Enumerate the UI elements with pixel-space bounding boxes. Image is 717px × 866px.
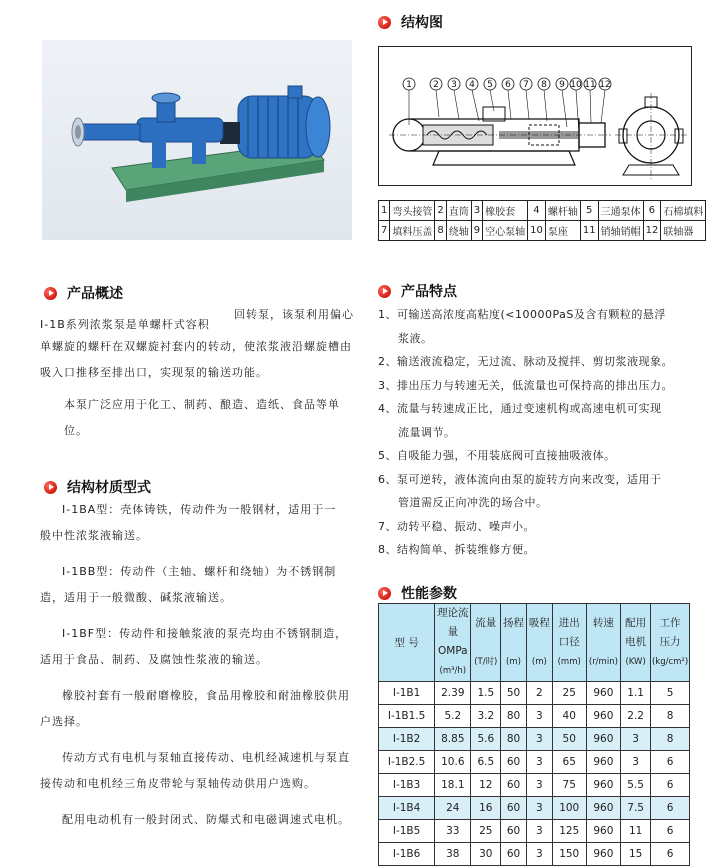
table-row: I-1B1 2.39 1.5 50 2 25 960 1.1 5 bbox=[379, 682, 690, 705]
col-speed: 转速 (r/min) bbox=[586, 604, 620, 682]
cross-section-diagram bbox=[379, 47, 690, 184]
pump-photo bbox=[42, 40, 352, 240]
material-line: 适用于食品、制药、及腐蚀性浆液的输送。 bbox=[40, 653, 268, 666]
structure-drawing bbox=[378, 46, 692, 186]
material-line: 传动方式有电机与泵轴直接传动、电机经减速机与泵直 bbox=[62, 751, 350, 764]
red-bullet-icon bbox=[44, 287, 57, 300]
part-name: 泵座 bbox=[545, 221, 580, 241]
callout-11: 11 bbox=[584, 80, 596, 90]
feature-item: 流量调节。 bbox=[398, 425, 456, 439]
feature-item: 管道需反正向冲洗的场合中。 bbox=[398, 496, 548, 509]
part-name: 直筒 bbox=[446, 201, 471, 221]
col-pressure: 工作 压力 (kg/cm²) bbox=[651, 604, 690, 682]
feature-item: 6、泵可逆转，液体流向由泵的旋转方向来改变，适用于 bbox=[378, 472, 662, 486]
part-no: 9 bbox=[471, 221, 482, 241]
structure-title: 结构图 bbox=[401, 15, 443, 31]
feature-item: 7、动转平稳、振动、噪声小。 bbox=[378, 519, 535, 533]
feature-item: 2、输送液流稳定，无过流、脉动及搅拌、剪切浆液现象。 bbox=[378, 355, 673, 368]
col-flow: 流量 (T/时) bbox=[471, 604, 501, 682]
material-heading bbox=[44, 477, 151, 497]
feature-item: 浆液。 bbox=[398, 331, 433, 345]
col-suction: 吸程 (m) bbox=[526, 604, 552, 682]
col-head: 扬程 (m) bbox=[501, 604, 527, 682]
part-name: 填料压盖 bbox=[390, 221, 435, 241]
red-bullet-icon bbox=[378, 285, 391, 298]
feature-item: 8、结构简单、拆装维修方便。 bbox=[378, 543, 535, 556]
overview-heading bbox=[44, 283, 123, 303]
overview-line: 吸入口推移至排出口，实现泵的输送功能。 bbox=[40, 366, 268, 379]
feature-item: 5、自吸能力强，不用装底阀可直接抽吸液体。 bbox=[378, 449, 616, 462]
table-row: I-1B2 8.85 5.6 80 3 50 960 3 8 bbox=[379, 728, 690, 751]
part-name: 联轴器 bbox=[661, 221, 706, 241]
part-no: 10 bbox=[528, 221, 546, 241]
callout-2: 2 bbox=[433, 80, 439, 90]
part-no: 7 bbox=[379, 221, 390, 241]
features-heading bbox=[378, 281, 457, 301]
feature-item: 3、排出压力与转速无关，低流量也可保持高的排出压力。 bbox=[378, 378, 673, 392]
part-no: 5 bbox=[580, 201, 598, 221]
table-row: I-1B3 18.1 12 60 3 75 960 5.5 6 bbox=[379, 774, 690, 797]
part-no: 11 bbox=[580, 221, 598, 241]
performance-heading bbox=[378, 583, 457, 603]
part-name: 螺杆轴 bbox=[545, 201, 580, 221]
feature-item: 4、流量与转速成正比，通过变速机构或高速电机可实现 bbox=[378, 402, 662, 415]
parts-row bbox=[379, 201, 706, 221]
part-no: 2 bbox=[435, 201, 446, 221]
features-title: 产品特点 bbox=[401, 284, 457, 300]
parts-table bbox=[378, 200, 706, 241]
overview-title: 产品概述 bbox=[67, 286, 123, 302]
part-no: 4 bbox=[528, 201, 546, 221]
callout-3: 3 bbox=[451, 80, 457, 90]
part-name: 石棉填料 bbox=[661, 201, 706, 221]
callout-4: 4 bbox=[469, 80, 475, 90]
callout-8: 8 bbox=[541, 80, 547, 90]
part-name: 空心泵轴 bbox=[483, 221, 528, 241]
performance-title: 性能参数 bbox=[401, 586, 457, 602]
feature-item: 1、可输送高浓度高粘度(<10000PaS及含有颗粒的悬浮 bbox=[378, 308, 666, 321]
callout-12: 12 bbox=[599, 80, 611, 90]
part-no: 8 bbox=[435, 221, 446, 241]
red-bullet-icon bbox=[44, 481, 57, 494]
part-no: 1 bbox=[379, 201, 390, 221]
col-port: 进出 口径 (mm) bbox=[552, 604, 586, 682]
material-text bbox=[40, 497, 362, 833]
part-no: 12 bbox=[643, 221, 661, 241]
callout-5: 5 bbox=[487, 80, 493, 90]
overview-line: I-1B系列浓浆泵是单螺杆式容积 bbox=[40, 318, 210, 331]
table-row: I-1B5 33 25 60 3 125 960 11 6 bbox=[379, 820, 690, 843]
overview-text bbox=[40, 308, 360, 444]
overview-line: 本泵广泛应用于化工、制药、酿造、造纸、食品等单位。 bbox=[64, 398, 340, 437]
material-line: 配用电动机有一般封闭式、防爆式和电磁调速式电机。 bbox=[62, 813, 350, 826]
features-list bbox=[378, 303, 708, 562]
callout-6: 6 bbox=[505, 80, 511, 90]
callout-1: 1 bbox=[406, 80, 412, 90]
table-header-row bbox=[379, 604, 690, 682]
structure-heading bbox=[378, 12, 443, 32]
material-line: 橡胶衬套有一般耐磨橡胶，食品用橡胶和耐油橡胶供用 bbox=[62, 689, 350, 702]
overview-line: 回转泵，该泵利用偏心 bbox=[234, 308, 354, 321]
table-row: I-1B1.5 5.2 3.2 80 3 40 960 2.2 8 bbox=[379, 705, 690, 728]
table-row: I-1B2.5 10.6 6.5 60 3 65 960 3 6 bbox=[379, 751, 690, 774]
col-motor: 配用 电机 (KW) bbox=[621, 604, 651, 682]
part-no: 3 bbox=[471, 201, 482, 221]
part-name: 绕轴 bbox=[446, 221, 471, 241]
material-line: 造，适用于一般微酸、碱浆液输送。 bbox=[40, 591, 232, 604]
material-title: 结构材质型式 bbox=[67, 480, 151, 496]
material-line: 般中性浓浆液输送。 bbox=[40, 529, 148, 542]
part-name: 橡胶套 bbox=[483, 201, 528, 221]
part-name: 弯头接管 bbox=[390, 201, 435, 221]
material-line: I-1BB型：传动件（主轴、螺杆和绕轴）为不锈钢制 bbox=[62, 565, 337, 578]
pump-illustration bbox=[42, 40, 352, 240]
red-bullet-icon bbox=[378, 587, 391, 600]
table-row: I-1B4 24 16 60 3 100 960 7.5 6 bbox=[379, 797, 690, 820]
material-line: I-1BA型：壳体铸铁，传动件为一般钢材，适用于一 bbox=[62, 503, 337, 516]
part-name: 销轴销帽 bbox=[598, 221, 643, 241]
col-theory-flow: 理论流量 OMPa (m³/h) bbox=[435, 604, 471, 682]
callout-9: 9 bbox=[559, 80, 565, 90]
part-name: 三通泵体 bbox=[598, 201, 643, 221]
part-no: 6 bbox=[643, 201, 661, 221]
parts-row bbox=[379, 221, 706, 241]
callout-7: 7 bbox=[523, 80, 529, 90]
red-bullet-icon bbox=[378, 16, 391, 29]
table-row: I-1B6 38 30 60 3 150 960 15 6 bbox=[379, 843, 690, 866]
material-line: 户选择。 bbox=[40, 715, 88, 728]
callout-10: 10 bbox=[570, 80, 582, 90]
performance-table bbox=[378, 603, 690, 866]
material-line: I-1BF型：传动件和接触浆液的泵壳均由不锈钢制造， bbox=[62, 627, 348, 640]
overview-line: 单螺旋的螺杆在双螺旋衬套内的转动，使浓浆液沿螺旋槽由 bbox=[40, 340, 352, 353]
col-model: 型 号 bbox=[379, 604, 435, 682]
material-line: 接传动和电机经三角皮带轮与泵轴传动供用户选购。 bbox=[40, 777, 316, 790]
